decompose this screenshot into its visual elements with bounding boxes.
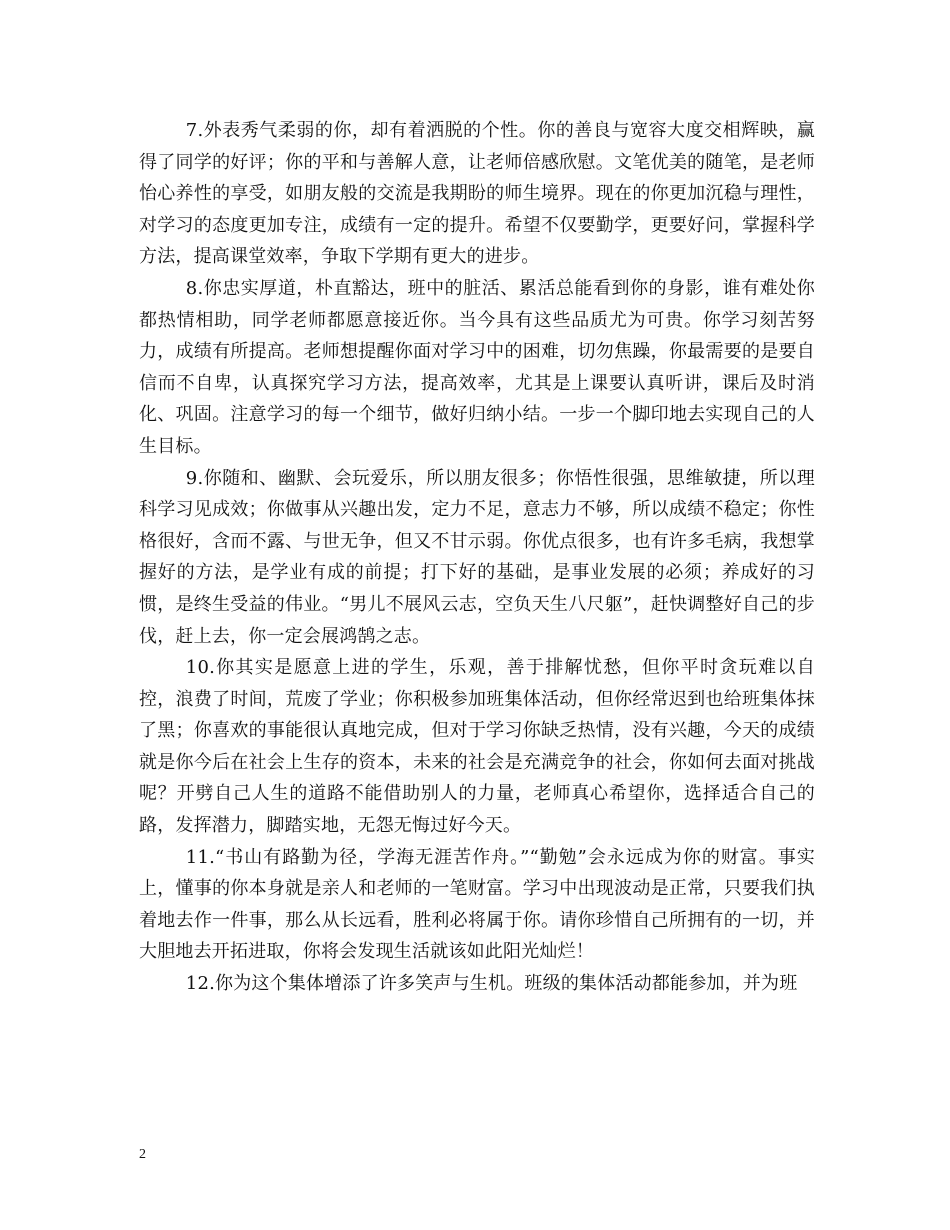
paragraph-9: 9.你随和、幽默、会玩爱乐，所以朋友很多；你悟性很强，思维敏捷，所以理科学习见成效；你做事从兴趣出发，定力不足，意志力不够，所以成绩不稳定；你性格很好，含而不露、与世无争，但又不甘示弱。你优点很多，也有许多毛病，我想掌握好的方法，是学业有成的前提；打下好的基础，是事业发展的必须；养成好的习惯，是终生受益的伟业。“男儿不展风云志，空负天生八尺躯”，赶快调整好自己的步伐，赶上去，你一定会展鸿鹄之志。 — [139, 467, 815, 647]
document-body — [139, 115, 815, 1000]
paragraph-12: 12.你为这个集体增添了许多笑声与生机。班级的集体活动都能参加，并为班 — [185, 973, 798, 995]
paragraph-11: 11.“书山有路勤为径，学海无涯苦作舟。”“勤勉”会永远成为你的财富。事实上，懂事的你本身就是亲人和老师的一笔财富。学习中出现波动是正常，只要我们执着地去作一件事，那么从长远看，胜利必将属于你。请你珍惜自己所拥有的一切，并大胆地去开拓进取，你将会发现生活就该如此阳光灿烂！ — [139, 846, 815, 963]
paragraph-8: 8.你忠实厚道，朴直豁达，班中的脏活、累活总能看到你的身影，谁有难处你都热情相助，同学老师都愿意接近你。当今具有这些品质尤为可贵。你学习刻苦努力，成绩有所提高。老师想提醒你面对学习中的困难，切勿焦躁，你最需要的是要自信而不自卑，认真探究学习方法，提高效率，尤其是上课要认真听讲，课后及时消化、巩固。注意学习的每一个细节，做好归纳小结。一步一个脚印地去实现自己的人生目标。 — [139, 277, 815, 457]
paragraph-10: 10.你其实是愿意上进的学生，乐观，善于排解忧愁，但你平时贪玩难以自控，浪费了时间，荒废了学业；你积极参加班集体活动，但你经常迟到也给班集体抹了黑；你喜欢的事能很认真地完成，但对于学习你缺乏热情，没有兴趣，今天的成绩就是你今后在社会上生存的资本，未来的社会是充满竞争的社会，你如何去面对挑战呢？开劈自己人生的道路不能借助别人的力量，老师真心希望你，选择适合自己的路，发挥潜力，脚踏实地，无怨无悔过好今天。 — [139, 657, 815, 837]
paragraph-7: 7.外表秀气柔弱的你，却有着洒脱的个性。你的善良与宽容大度交相辉映，赢得了同学的好评；你的平和与善解人意，让老师倍感欣慰。文笔优美的随笔，是老师怡心养性的享受，如朋友般的交流是我期盼的师生境界。现在的你更加沉稳与理性，对学习的态度更加专注，成绩有一定的提升。希望不仅要勤学，更要好问，掌握科学方法，提高课堂效率，争取下学期有更大的进步。 — [139, 120, 815, 268]
page-number: 2 — [139, 1147, 146, 1162]
